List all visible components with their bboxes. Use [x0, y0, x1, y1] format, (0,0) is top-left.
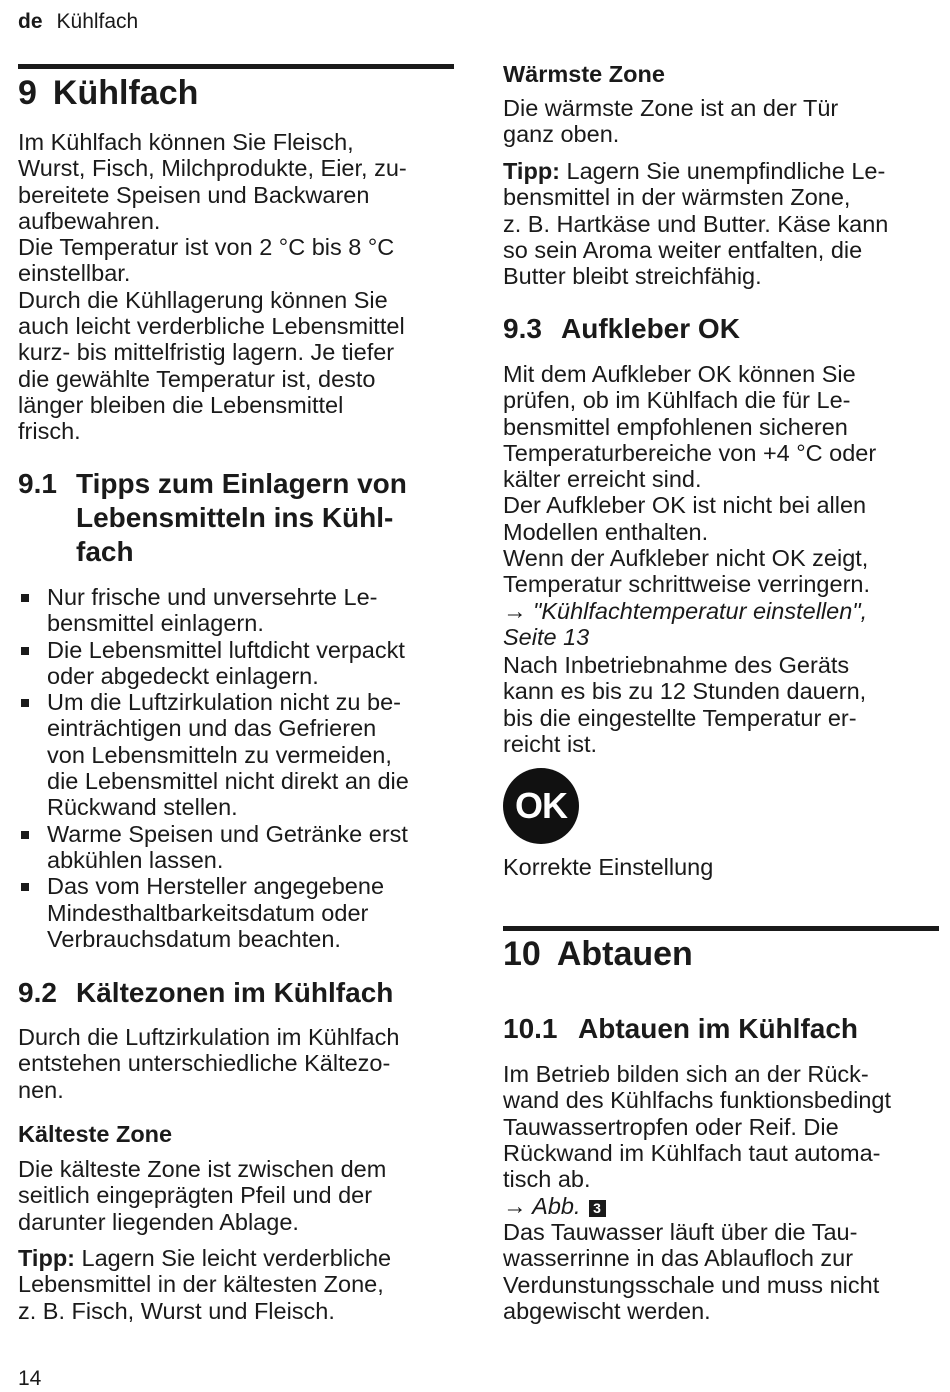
section-9-2-heading	[18, 976, 454, 1010]
ok-caption: Korrekte Einstellung	[503, 854, 714, 880]
language-code: de	[18, 10, 43, 33]
chapter-10-title	[503, 934, 693, 974]
section-number: 9.2	[18, 977, 57, 1008]
section-title: Abtauen im Kühlfach	[578, 1013, 859, 1044]
section-title: Kältezonen im Kühlfach	[76, 977, 394, 1008]
coldest-zone-text: Die kälteste Zone ist zwischen dem seitlich eingeprägten Pfeil und der darunter liegenden Ablage.	[18, 1156, 387, 1235]
chapter-9-intro: Im Kühlfach können Sie Fleisch, Wurst, Fisch, Milchprodukte, Eier, zu- bereitete Speisen und Backwaren aufbewahren. Die Temperatur ist von 2 °C bis 8 °C einstellbar. Durch die Kühllagerung können Sie auch leicht verderbliche Lebensmittel kurz- bis mittelfristig lagern. Je tiefer die gewählte Temperatur ist, desto länger bleiben die Lebensmittel frisch.	[18, 129, 407, 445]
chapter-9-title	[18, 73, 198, 113]
chapter-number: 10	[503, 935, 541, 973]
header-title: Kühlfach	[56, 10, 139, 33]
chapter-9-rule	[18, 64, 454, 69]
tip-text: Lagern Sie unempfindliche Le- bensmittel in der wärmsten Zone, z. B. Hartkäse und Butter. Käse kann so sein Aroma weiter entfalten, die Butter bleibt streichfähig.	[503, 158, 889, 290]
chapter-title: Kühlfach	[52, 74, 199, 112]
bullet-square-icon	[21, 699, 29, 707]
list-item: Um die Luftzirkulation nicht zu be- einträchtigen und das Gefrieren von Lebensmitteln zu vermeiden, die Lebensmittel nicht direkt an die Rückwand stellen.	[18, 689, 454, 820]
figure-reference-text: → Abb.	[503, 1193, 581, 1219]
section-number: 10.1	[503, 1013, 558, 1044]
coldest-zone-heading: Kälteste Zone	[18, 1121, 173, 1147]
figure-number-badge: 3	[589, 1200, 606, 1217]
section-title: Aufkleber OK	[561, 313, 740, 344]
ok-sticker-icon: OK	[503, 768, 579, 844]
section-10-1-text: Im Betrieb bilden sich an der Rück- wand des Kühlfachs funktionsbedingt Tauwassertropfen oder Reif. Die Rückwand im Kühlfach taut automa- tisch ab.	[503, 1061, 892, 1193]
coldest-zone-tip	[18, 1245, 454, 1324]
figure-reference[interactable]	[503, 1193, 939, 1219]
tip-text: Lagern Sie leicht verderbliche Lebensmittel in der kältesten Zone, z. B. Fisch, Wurst und Fleisch.	[18, 1245, 392, 1324]
storage-tips-list	[18, 584, 454, 952]
list-item: Das vom Hersteller angegebene Mindesthaltbarkeitsdatum oder Verbrauchsdatum beachten.	[18, 873, 454, 952]
section-10-1-heading	[503, 1012, 939, 1046]
tip-label: Tipp:	[503, 158, 560, 184]
section-number: 9.3	[503, 313, 542, 344]
list-item: Nur frische und unversehrte Le- bensmittel einlagern.	[18, 584, 454, 637]
chapter-number: 9	[18, 74, 37, 112]
section-10-1-text-2: Das Tauwasser läuft über die Tau- wasserrinne in das Ablaufloch zur Verdunstungsschale und muss nicht abgewischt werden.	[503, 1219, 880, 1324]
bullet-square-icon	[21, 883, 29, 891]
warmest-zone-heading: Wärmste Zone	[503, 61, 665, 87]
list-item: Die Lebensmittel luftdicht verpackt oder abgedeckt einlagern.	[18, 637, 454, 690]
page-number: 14	[18, 1367, 42, 1390]
chapter-title: Abtauen	[556, 935, 693, 973]
section-9-2-text: Durch die Luftzirkulation im Kühlfach entstehen unterschiedliche Kältezo- nen.	[18, 1024, 400, 1103]
list-item: Warme Speisen und Getränke erst abkühlen lassen.	[18, 821, 454, 874]
tip-label: Tipp:	[18, 1245, 75, 1271]
bullet-square-icon	[21, 831, 29, 839]
section-title: Tipps zum Einlagern von Lebensmitteln ins Kühl- fach	[76, 468, 407, 567]
section-9-1-heading	[18, 467, 454, 569]
bullet-square-icon	[21, 647, 29, 655]
warmest-zone-text: Die wärmste Zone ist an der Tür ganz oben.	[503, 95, 839, 148]
chapter-10-rule	[503, 926, 939, 931]
bullet-square-icon	[21, 594, 29, 602]
running-header	[18, 8, 138, 36]
section-9-3-text-2: Nach Inbetriebnahme des Geräts kann es bis zu 12 Stunden dauern, bis die eingestellte Temperatur er- reicht ist.	[503, 652, 867, 757]
temperature-setting-reference[interactable]: → "Kühlfachtemperatur einstellen", Seite 13	[503, 598, 868, 651]
section-number: 9.1	[18, 468, 57, 499]
section-9-3-heading	[503, 312, 939, 346]
section-9-3-text: Mit dem Aufkleber OK können Sie prüfen, ob im Kühlfach die für Le- bensmittel empfohlenen sicheren Temperaturbereiche von +4 °C oder kälter erreicht sind. Der Aufkleber OK ist nicht bei allen Modellen enthalten. Wenn der Aufkleber nicht OK zeigt, Temperatur schrittweise verringern.	[503, 361, 877, 598]
warmest-zone-tip	[503, 158, 939, 289]
